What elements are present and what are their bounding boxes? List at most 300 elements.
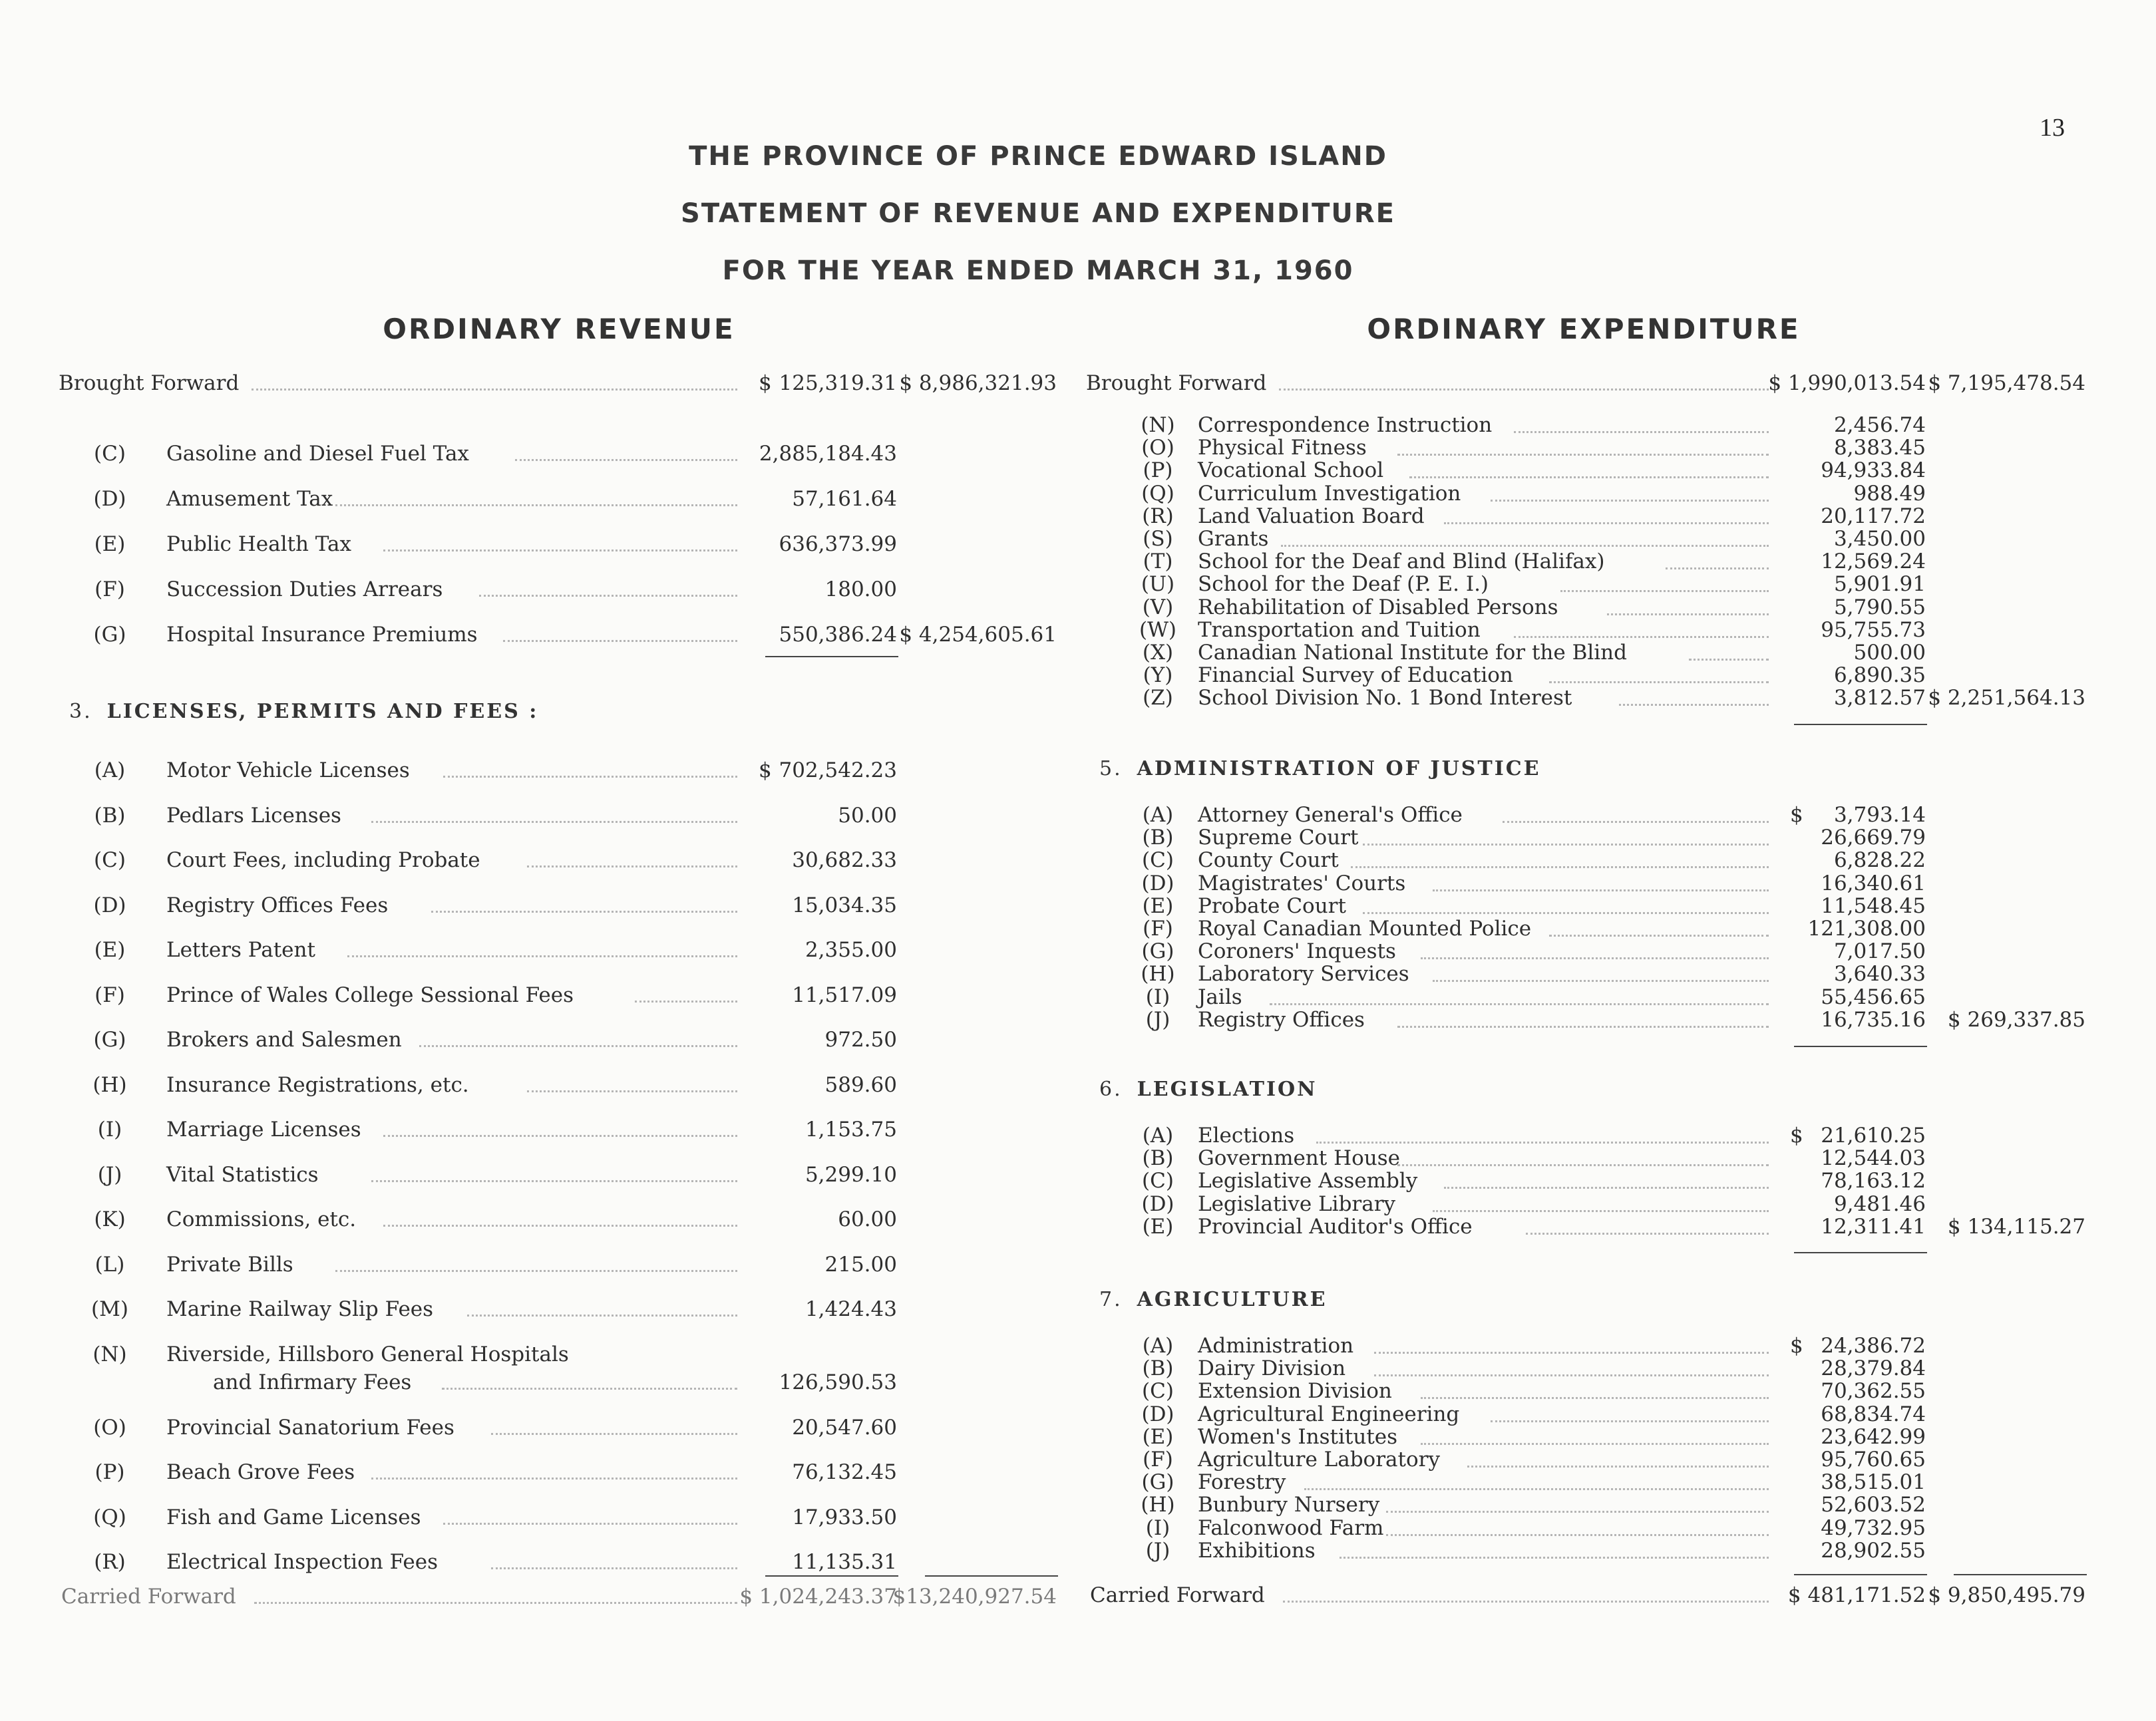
item-code: (N) <box>92 1342 127 1366</box>
item-label: Magistrates' Courts <box>1198 871 1406 895</box>
item-label: Laboratory Services <box>1198 962 1409 987</box>
justice-item-c <box>0 849 2156 871</box>
subtotal-amount: $ 7,195,478.54 <box>1928 371 2085 395</box>
item-label: Legislative Assembly <box>1198 1169 1418 1193</box>
item-label: Royal Canadian Mounted Police <box>1198 917 1532 941</box>
dot-leader <box>1549 935 1769 937</box>
item-code: (D) <box>1141 1191 1174 1216</box>
subtotal-amount: $ 269,337.85 <box>1947 1007 2085 1032</box>
item-label: Private Bills <box>166 1252 293 1277</box>
item-code: (X) <box>1142 641 1174 665</box>
item-label: Insurance Registrations, etc. <box>166 1072 469 1097</box>
agriculture-item-g <box>0 1471 2156 1493</box>
item-label: Legislative Library <box>1198 1191 1396 1216</box>
item-label: Electrical Inspection Fees <box>166 1550 438 1574</box>
item-code: (B) <box>1142 826 1174 850</box>
license-item-m <box>0 1295 2156 1324</box>
item-code: (G) <box>1141 1470 1174 1495</box>
item-label: Falconwood Farm <box>1198 1515 1384 1540</box>
education-item-z <box>0 687 2156 709</box>
item-label: Registry Offices Fees <box>166 893 389 917</box>
agriculture-item-c <box>0 1380 2156 1402</box>
item-amount: 60.00 <box>838 1207 897 1231</box>
item-code: (V) <box>1142 595 1174 619</box>
item-amount: 6,828.22 <box>1833 848 1926 873</box>
item-label: Financial Survey of Education <box>1198 663 1513 688</box>
item-amount: 28,379.84 <box>1821 1356 1926 1381</box>
item-code: (F) <box>1143 1448 1173 1472</box>
agriculture-item-a <box>0 1334 2156 1357</box>
subtotal-amount: $ 9,850,495.79 <box>1928 1583 2085 1607</box>
education-item-u <box>0 573 2156 595</box>
item-code: (C) <box>1142 848 1174 873</box>
item-amount: 589.60 <box>824 1072 897 1097</box>
dot-leader <box>1526 1233 1769 1235</box>
justice-item-i <box>0 986 2156 1009</box>
item-code: (A) <box>1142 1334 1174 1358</box>
item-label: County Court <box>1198 848 1339 873</box>
item-amount: 8,383.45 <box>1833 436 1926 460</box>
item-amount: 26,669.79 <box>1821 826 1926 850</box>
justice-item-b <box>0 826 2156 849</box>
total-rule <box>765 1575 898 1577</box>
total-rule <box>1954 1574 2087 1575</box>
section-title: ADMINISTRATION OF JUSTICE <box>1137 757 1541 780</box>
dot-leader <box>335 1270 737 1272</box>
item-code: (J) <box>97 1162 122 1187</box>
item-label: Registry Offices <box>1198 1007 1365 1032</box>
item-label: Government House <box>1198 1146 1401 1171</box>
item-code: (Q) <box>93 1505 126 1529</box>
item-amount: 38,515.01 <box>1821 1470 1926 1495</box>
item-code: (F) <box>94 577 125 601</box>
license-item-h <box>0 1070 2156 1100</box>
item-code: (N) <box>1141 413 1175 437</box>
dot-leader <box>1316 1142 1769 1144</box>
section-heading-legislation <box>1099 1078 1318 1101</box>
item-code: (P) <box>94 1460 125 1484</box>
subtotal-amount: $ 4,254,605.61 <box>899 623 1057 647</box>
education-item-q <box>0 482 2156 505</box>
item-code: (C) <box>1142 1169 1174 1193</box>
item-label: Jails <box>1198 985 1242 1009</box>
item-code: (A) <box>94 758 126 782</box>
section-title: AGRICULTURE <box>1137 1288 1328 1311</box>
item-label: Vital Statistics <box>166 1162 319 1187</box>
item-label: Elections <box>1198 1124 1295 1148</box>
document-subtitle: STATEMENT OF REVENUE AND EXPENDITURE <box>681 198 1395 229</box>
total-rule <box>1794 1046 1927 1047</box>
item-amount: $ 481,171.52 <box>1787 1583 1926 1607</box>
item-code: (Z) <box>1143 686 1173 710</box>
legislation-item-a <box>0 1124 2156 1147</box>
subtotal-amount: $ 134,115.27 <box>1947 1214 2085 1239</box>
subtotal-amount: $ 2,251,564.13 <box>1928 686 2085 710</box>
item-amount: 16,340.61 <box>1821 871 1926 895</box>
dot-leader <box>1491 1420 1769 1422</box>
education-item-n <box>0 414 2156 436</box>
dot-leader <box>1503 821 1769 823</box>
item-amount: 3,640.33 <box>1833 962 1926 987</box>
item-amount: 55,456.65 <box>1821 985 1926 1009</box>
item-amount: 12,311.41 <box>1821 1214 1926 1239</box>
item-label: Provincial Auditor's Office <box>1198 1214 1473 1239</box>
item-code: (C) <box>1142 1379 1174 1404</box>
item-code: (O) <box>93 1415 126 1440</box>
dot-leader <box>1444 1187 1769 1189</box>
item-code: (H) <box>1141 1493 1175 1517</box>
item-amount: 702,542.23 <box>779 758 897 782</box>
item-label: Riverside, Hillsboro General Hospitals <box>166 1342 569 1366</box>
item-label: Forestry <box>1198 1470 1286 1495</box>
item-code: (D) <box>93 487 126 511</box>
item-label: Carried Forward <box>61 1585 236 1609</box>
item-code: (G) <box>1141 939 1174 964</box>
item-amount: 78,163.12 <box>1821 1169 1926 1193</box>
total-rule <box>925 1575 1058 1577</box>
dot-leader <box>1560 590 1769 592</box>
item-code: (T) <box>1143 549 1173 574</box>
dot-leader <box>1281 545 1769 547</box>
currency-sign: $ <box>1790 1124 1803 1148</box>
item-code: (D) <box>93 893 126 917</box>
agriculture-item-e <box>0 1426 2156 1448</box>
item-amount: 972.50 <box>824 1028 897 1052</box>
agriculture-item-d <box>0 1403 2156 1426</box>
item-amount: 180.00 <box>824 577 897 601</box>
item-amount: 3,450.00 <box>1833 527 1926 551</box>
item-amount: 3,793.14 <box>1833 803 1926 827</box>
section-title: LEGISLATION <box>1137 1078 1318 1101</box>
item-amount: 28,902.55 <box>1821 1538 1926 1563</box>
dot-leader <box>1607 613 1769 615</box>
item-label: Coroners' Inquests <box>1198 939 1396 964</box>
justice-item-f <box>0 917 2156 940</box>
section-heading-agriculture <box>1099 1288 1327 1311</box>
item-label: Letters Patent <box>166 938 315 962</box>
item-code: (O) <box>1141 436 1174 460</box>
legislation-item-c <box>0 1170 2156 1192</box>
item-code: (B) <box>1142 1146 1174 1171</box>
dot-leader <box>1283 1601 1769 1603</box>
agriculture-item-b <box>0 1357 2156 1380</box>
dot-leader <box>1421 1443 1769 1445</box>
item-code: (E) <box>1142 1214 1174 1239</box>
item-label: Curriculum Investigation <box>1198 481 1461 506</box>
item-label: Exhibitions <box>1198 1538 1316 1563</box>
item-label: Motor Vehicle Licenses <box>166 758 410 782</box>
item-label: Correspondence Instruction <box>1198 413 1493 437</box>
dot-leader <box>1351 866 1769 868</box>
item-amount: 215.00 <box>824 1252 897 1277</box>
item-amount: 95,760.65 <box>1821 1448 1926 1472</box>
education-item-y <box>0 664 2156 687</box>
item-label: Rehabilitation of Disabled Persons <box>1198 595 1558 619</box>
item-code: (F) <box>94 983 125 1007</box>
dot-leader <box>1421 957 1769 959</box>
item-amount: 16,735.16 <box>1821 1007 1926 1032</box>
item-label: Brokers and Salesmen <box>166 1028 402 1052</box>
education-item-s <box>0 528 2156 550</box>
item-label: Court Fees, including Probate <box>166 848 480 872</box>
item-code: (G) <box>93 623 126 647</box>
item-code: (D) <box>1141 1402 1174 1426</box>
item-amount: 5,790.55 <box>1833 595 1926 619</box>
dot-leader <box>1433 980 1769 982</box>
agriculture-item-h <box>0 1493 2156 1516</box>
item-code: (E) <box>94 938 126 962</box>
item-amount: 550,386.24 <box>779 623 897 647</box>
item-amount: 30,682.33 <box>792 848 897 872</box>
item-label: Vocational School <box>1198 458 1384 483</box>
item-code: (C) <box>94 848 126 872</box>
dot-leader <box>527 1090 737 1092</box>
item-label: Administration <box>1198 1334 1354 1358</box>
item-code: (Q) <box>1141 481 1174 506</box>
dot-leader <box>1421 1397 1769 1399</box>
item-amount: 68,834.74 <box>1821 1402 1926 1426</box>
dot-leader <box>1666 567 1769 569</box>
item-code: (H) <box>92 1072 127 1097</box>
item-amount: 9,481.46 <box>1833 1191 1926 1216</box>
item-amount: 11,517.09 <box>792 983 897 1007</box>
dot-leader <box>1433 889 1769 891</box>
dot-leader <box>1397 454 1769 456</box>
item-code: (W) <box>1139 617 1177 642</box>
legislation-item-b <box>0 1147 2156 1170</box>
item-code: (P) <box>1143 458 1173 483</box>
item-amount: 50.00 <box>838 803 897 828</box>
dot-leader <box>1514 636 1769 638</box>
document-title: THE PROVINCE OF PRINCE EDWARD ISLAND <box>689 141 1387 172</box>
currency-sign: $ <box>1790 803 1803 827</box>
section-number: 7. <box>1099 1288 1123 1311</box>
item-code: (I) <box>1145 985 1170 1009</box>
item-label: Marriage Licenses <box>166 1118 361 1142</box>
carried-forward-row <box>0 1581 2156 1610</box>
item-amount: 3,812.57 <box>1833 686 1926 710</box>
dot-leader <box>1304 1488 1769 1490</box>
item-label: Gasoline and Diesel Fuel Tax <box>166 442 469 466</box>
currency-sign: $ <box>759 758 772 782</box>
item-amount: 94,933.84 <box>1821 458 1926 483</box>
dot-leader <box>1397 1026 1769 1028</box>
item-label: Commissions, etc. <box>166 1207 357 1231</box>
item-amount: 6,890.35 <box>1833 663 1926 688</box>
justice-item-a <box>0 804 2156 826</box>
dot-leader <box>1433 1210 1769 1212</box>
item-amount: 636,373.99 <box>779 532 897 556</box>
agriculture-item-f <box>0 1448 2156 1471</box>
item-code: (L) <box>94 1252 125 1277</box>
item-label: Physical Fitness <box>1198 436 1367 460</box>
license-item-a <box>0 756 2156 785</box>
currency-sign: $ <box>759 371 772 395</box>
item-amount: 2,355.00 <box>805 938 897 962</box>
item-label: Fish and Game Licenses <box>166 1505 421 1529</box>
document-period: FOR THE YEAR ENDED MARCH 31, 1960 <box>722 255 1354 286</box>
education-item-p <box>0 459 2156 482</box>
item-amount: $ 1,990,013.54 <box>1768 371 1926 395</box>
item-label: Pedlars Licenses <box>166 803 341 828</box>
subtotal-amount: $ 8,986,321.93 <box>899 371 1057 395</box>
item-amount: 57,161.64 <box>792 487 897 511</box>
revenue-heading: ORDINARY REVENUE <box>383 313 735 345</box>
item-label: Dairy Division <box>1198 1356 1346 1381</box>
item-amount: 988.49 <box>1853 481 1926 506</box>
dot-leader <box>1689 659 1769 661</box>
expenditure-heading: ORDINARY EXPENDITURE <box>1367 313 1801 345</box>
item-code: (K) <box>94 1207 126 1231</box>
total-rule <box>1794 1252 1927 1253</box>
dot-leader <box>467 1315 737 1317</box>
item-label: Supreme Court <box>1198 826 1359 850</box>
brought-forward-row <box>0 369 2156 398</box>
item-amount: 126,590.53 <box>779 1370 897 1394</box>
education-item-w <box>0 619 2156 641</box>
license-item-l <box>0 1250 2156 1279</box>
item-label: Land Valuation Board <box>1198 504 1425 528</box>
dot-leader <box>1340 1557 1769 1559</box>
item-code: (E) <box>1142 1424 1174 1449</box>
dot-leader <box>1279 389 1769 391</box>
item-label: Prince of Wales College Sessional Fees <box>166 983 574 1007</box>
dot-leader <box>1397 1164 1769 1166</box>
item-label: Agriculture Laboratory <box>1198 1448 1440 1472</box>
section-title: LICENSES, PERMITS AND FEES : <box>106 700 539 723</box>
item-label: Bunbury Nursery <box>1198 1493 1380 1517</box>
dot-leader <box>1363 844 1769 846</box>
dot-leader <box>1619 704 1769 706</box>
dot-leader <box>1363 912 1769 914</box>
item-code: (R) <box>1142 504 1174 528</box>
currency-sign: $ <box>1790 1334 1803 1358</box>
dot-leader <box>419 1045 737 1047</box>
dot-leader <box>1467 1466 1769 1468</box>
justice-item-h <box>0 963 2156 985</box>
justice-item-d <box>0 872 2156 895</box>
item-code: (I) <box>97 1118 122 1142</box>
subtotal-amount: $13,240,927.54 <box>892 1585 1057 1609</box>
item-amount: 52,603.52 <box>1821 1493 1926 1517</box>
item-code: (B) <box>94 803 126 828</box>
dot-leader <box>1270 1003 1769 1005</box>
item-amount: 15,034.35 <box>792 893 897 917</box>
section-number: 6. <box>1099 1078 1123 1101</box>
item-code: (A) <box>1142 1124 1174 1148</box>
item-label: Carried Forward <box>1090 1583 1265 1607</box>
item-amount: 5,299.10 <box>805 1162 897 1187</box>
item-amount: 1,153.75 <box>805 1118 897 1142</box>
item-label: Succession Duties Arrears <box>166 577 443 601</box>
education-item-r <box>0 505 2156 528</box>
item-code: (Y) <box>1143 663 1173 688</box>
item-code: (H) <box>1141 962 1175 987</box>
item-code: (J) <box>1145 1538 1170 1563</box>
item-label: Provincial Sanatorium Fees <box>166 1415 454 1440</box>
item-code: (M) <box>91 1297 128 1321</box>
education-item-v <box>0 596 2156 619</box>
item-amount: 17,933.50 <box>792 1505 897 1529</box>
item-code: (F) <box>1143 917 1173 941</box>
item-label: Extension Division <box>1198 1379 1392 1404</box>
item-code: (G) <box>93 1028 126 1052</box>
dot-leader <box>1386 1534 1769 1536</box>
item-code: (A) <box>1142 803 1174 827</box>
item-amount: 500.00 <box>1853 641 1926 665</box>
legislation-item-e <box>0 1215 2156 1238</box>
item-amount: 76,132.45 <box>792 1460 897 1484</box>
item-label: School for the Deaf and Blind (Halifax) <box>1198 549 1605 574</box>
item-amount: 12,544.03 <box>1821 1146 1926 1171</box>
item-amount: 125,319.31 <box>779 371 897 395</box>
item-label: Agricultural Engineering <box>1198 1402 1460 1426</box>
item-label: Brought Forward <box>59 371 240 395</box>
education-item-t <box>0 550 2156 573</box>
item-label: Transportation and Tuition <box>1198 617 1481 642</box>
item-label: Brought Forward <box>1086 371 1267 395</box>
agriculture-item-j <box>0 1539 2156 1562</box>
dot-leader <box>1386 1511 1769 1513</box>
item-amount: 11,548.45 <box>1821 893 1926 918</box>
total-rule <box>1794 724 1927 725</box>
item-amount: 21,610.25 <box>1821 1124 1926 1148</box>
item-amount: 20,547.60 <box>792 1415 897 1440</box>
item-label-continued: and Infirmary Fees <box>213 1370 412 1394</box>
item-code: (I) <box>1145 1515 1170 1540</box>
dot-leader <box>1549 681 1769 683</box>
item-amount: 1,424.43 <box>805 1297 897 1321</box>
section-heading-justice <box>1099 757 1541 780</box>
item-code: (J) <box>1145 1007 1170 1032</box>
item-label: Amusement Tax <box>166 487 333 511</box>
item-label: Public Health Tax <box>166 532 352 556</box>
item-code: (U) <box>1141 572 1175 597</box>
item-label: School Division No. 1 Bond Interest <box>1198 686 1572 710</box>
dot-leader <box>491 1567 737 1569</box>
dot-leader <box>1514 431 1769 433</box>
item-code: (C) <box>94 442 126 466</box>
item-label: Hospital Insurance Premiums <box>166 623 478 647</box>
agriculture-item-i <box>0 1517 2156 1539</box>
item-amount: 24,386.72 <box>1821 1334 1926 1358</box>
education-item-o <box>0 436 2156 459</box>
item-code: (E) <box>1142 893 1174 918</box>
justice-item-e <box>0 895 2156 917</box>
dot-leader <box>1444 522 1769 524</box>
item-amount: 95,755.73 <box>1821 617 1926 642</box>
dot-leader <box>1374 1352 1769 1354</box>
section-number: 5. <box>1099 757 1123 780</box>
item-code: (R) <box>94 1550 126 1574</box>
item-label: Canadian National Institute for the Blind <box>1198 641 1627 665</box>
justice-item-g <box>0 940 2156 963</box>
item-label: Marine Railway Slip Fees <box>166 1297 434 1321</box>
dot-leader <box>443 776 737 778</box>
item-amount: $ 1,024,243.37 <box>739 1585 897 1609</box>
item-code: (E) <box>94 532 126 556</box>
legislation-item-d <box>0 1193 2156 1215</box>
item-amount: 2,456.74 <box>1833 413 1926 437</box>
item-amount: 49,732.95 <box>1821 1515 1926 1540</box>
item-label: Beach Grove Fees <box>166 1460 355 1484</box>
item-amount: 70,362.55 <box>1821 1379 1926 1404</box>
item-label: Women's Institutes <box>1198 1424 1398 1449</box>
item-amount: 12,569.24 <box>1821 549 1926 574</box>
dot-leader <box>1374 1374 1769 1376</box>
item-code: (B) <box>1142 1356 1174 1381</box>
page-number: 13 <box>2040 114 2065 142</box>
